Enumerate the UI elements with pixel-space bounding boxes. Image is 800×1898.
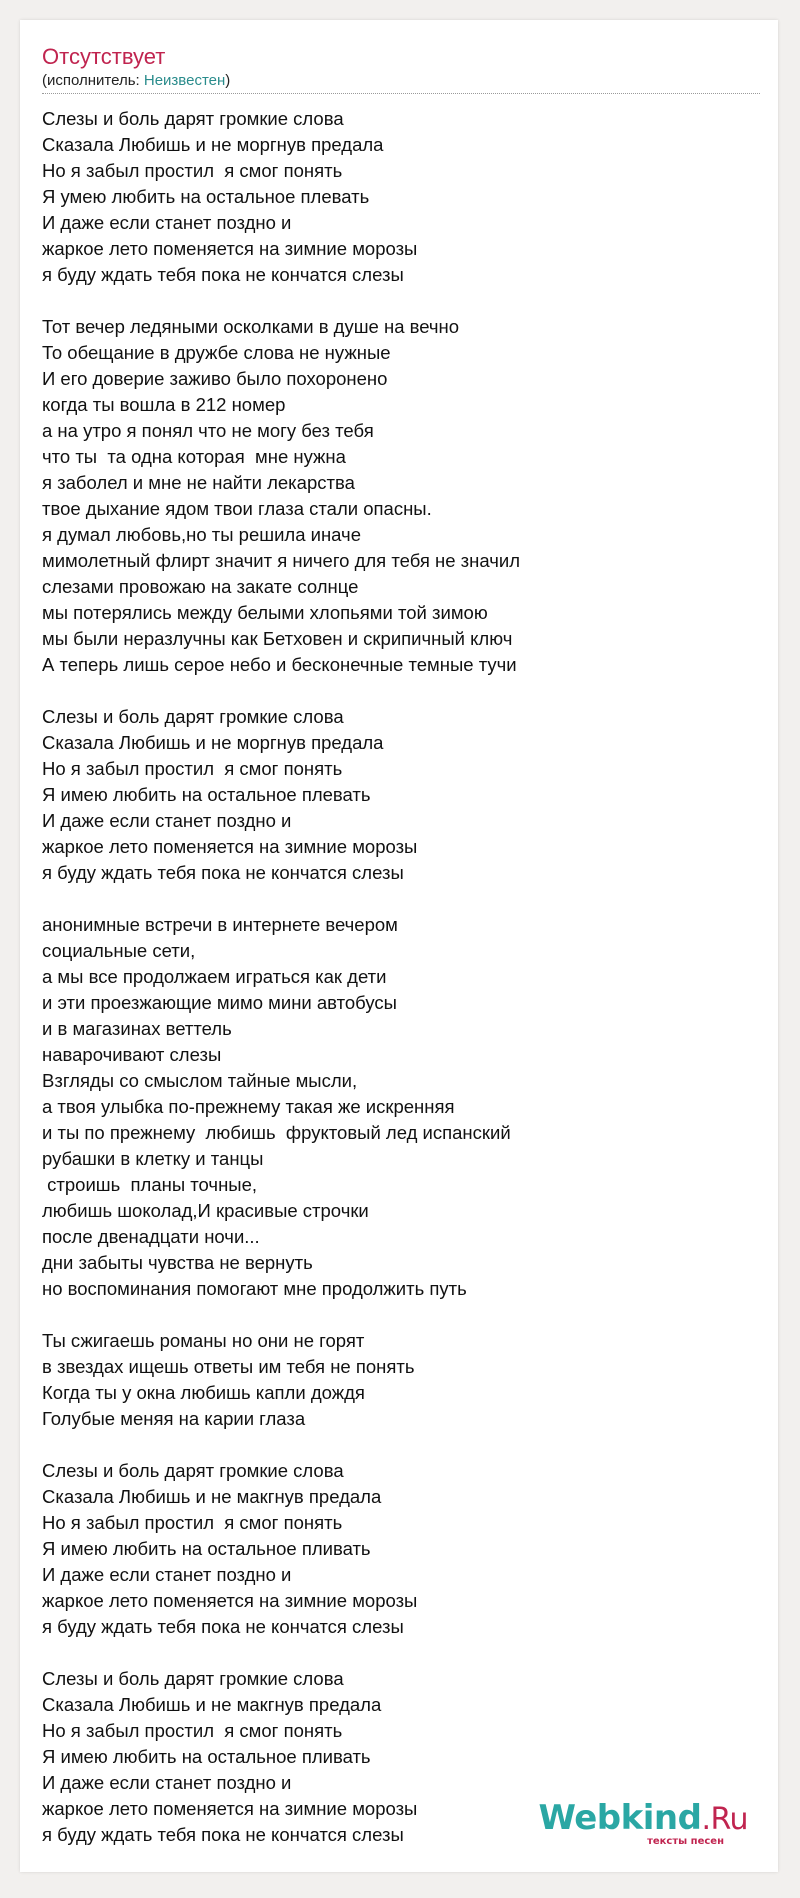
lyrics-stanza — [42, 106, 762, 288]
logo-main-text: Webkind — [538, 1798, 702, 1838]
lyric-line: дни забыты чувства не вернуть — [42, 1252, 313, 1273]
lyric-line: И его доверие заживо было похоронено — [42, 368, 388, 389]
lyric-line: Я имею любить на остальное пливать — [42, 1746, 371, 1767]
lyrics-stanza — [42, 912, 762, 1302]
lyric-line: а твоя улыбка по-прежнему такая же искренняя — [42, 1096, 455, 1117]
lyric-line: И даже если станет поздно и — [42, 810, 292, 831]
logo-tagline: тексты песен — [647, 1836, 724, 1847]
title-divider — [42, 93, 760, 94]
artist-link[interactable]: Неизвестен — [143, 72, 226, 89]
lyrics-stanza — [42, 1328, 762, 1432]
lyric-line: Ты сжигаешь романы но они не горят — [42, 1330, 365, 1351]
lyric-line: Но я забыл простил я смог понять — [42, 758, 343, 779]
lyric-line: Тот вечер ледяными осколками в душе на вечно — [42, 316, 460, 337]
lyric-line: но воспоминания помогают мне продолжить путь — [42, 1278, 467, 1299]
lyrics-stanza — [42, 704, 762, 886]
lyrics-card — [20, 20, 778, 1872]
lyric-line: я буду ждать тебя пока не кончатся слезы — [42, 862, 404, 883]
song-title: Отсутствует — [42, 44, 166, 69]
lyric-line: То обещание в дружбе слова не нужные — [42, 342, 391, 363]
lyric-line: Я имею любить на остальное плевать — [42, 784, 371, 805]
lyric-line: Но я забыл простил я смог понять — [42, 160, 343, 181]
lyric-line: И даже если станет поздно и — [42, 1772, 292, 1793]
lyric-line: Слезы и боль дарят громкие слова — [42, 1460, 344, 1481]
lyric-line: Сказала Любишь и не макгнув предала — [42, 1486, 382, 1507]
lyric-line: мы были неразлучны как Бетховен и скрипичный ключ — [42, 628, 513, 649]
lyric-line: что ты та одна которая мне нужна — [42, 446, 346, 467]
lyrics-body — [42, 106, 762, 1874]
lyric-line: любишь шоколад,И красивые строчки — [42, 1200, 369, 1221]
lyric-line: жаркое лето поменяется на зимние морозы — [42, 1590, 418, 1611]
lyric-line: когда ты вошла в 212 номер — [42, 394, 286, 415]
lyric-line: мы потерялись между белыми хлопьями той зимою — [42, 602, 488, 623]
lyric-line: после двенадцати ночи... — [42, 1226, 260, 1247]
lyric-line: твое дыхание ядом твои глаза стали опасны. — [42, 498, 432, 519]
lyric-line: Я умею любить на остальное плевать — [42, 186, 370, 207]
lyrics-stanza — [42, 1458, 762, 1640]
lyric-line: Сказала Любишь и не моргнув предала — [42, 732, 384, 753]
artist-line — [42, 72, 230, 90]
lyric-line: жаркое лето поменяется на зимние морозы — [42, 1798, 418, 1819]
lyric-line: анонимные встречи в интернете вечером — [42, 914, 398, 935]
lyric-line: Сказала Любишь и не моргнув предала — [42, 134, 384, 155]
lyric-line: социальные сети, — [42, 940, 196, 961]
lyric-line: а мы все продолжаем играться как дети — [42, 966, 387, 987]
lyric-line: я буду ждать тебя пока не кончатся слезы — [42, 264, 404, 285]
lyric-line: а на утро я понял что не могу без тебя — [42, 420, 374, 441]
logo-tld-text: .Ru — [701, 1802, 748, 1837]
lyric-line: Я имею любить на остальное пливать — [42, 1538, 371, 1559]
artist-prefix: (исполнитель: — [42, 72, 144, 89]
lyric-line: я буду ждать тебя пока не кончатся слезы — [42, 1616, 404, 1637]
lyric-line: Слезы и боль дарят громкие слова — [42, 1668, 344, 1689]
lyric-line: в звездах ищешь ответы им тебя не понять — [42, 1356, 415, 1377]
lyric-line: А теперь лишь серое небо и бесконечные темные тучи — [42, 654, 517, 675]
lyric-line: Но я забыл простил я смог понять — [42, 1512, 343, 1533]
lyrics-stanza — [42, 314, 762, 678]
lyric-line: Взгляды со смыслом тайные мысли, — [42, 1070, 358, 1091]
lyric-line: строишь планы точные, — [42, 1174, 258, 1195]
lyric-line: жаркое лето поменяется на зимние морозы — [42, 238, 418, 259]
lyric-line: я думал любовь,но ты решила иначе — [42, 524, 361, 545]
lyric-line: и эти проезжающие мимо мини автобусы — [42, 992, 397, 1013]
lyric-line: и ты по прежнему любишь фруктовый лед испанский — [42, 1122, 511, 1143]
lyric-line: наварочивают слезы — [42, 1044, 222, 1065]
site-logo[interactable] — [538, 1800, 748, 1852]
lyric-line: И даже если станет поздно и — [42, 1564, 292, 1585]
lyric-line: и в магазинах веттель — [42, 1018, 232, 1039]
artist-suffix: ) — [225, 72, 231, 89]
lyric-line: Когда ты у окна любишь капли дождя — [42, 1382, 365, 1403]
logo-wordmark — [538, 1800, 748, 1838]
lyric-line: Но я забыл простил я смог понять — [42, 1720, 343, 1741]
lyric-line: жаркое лето поменяется на зимние морозы — [42, 836, 418, 857]
lyric-line: Сказала Любишь и не макгнув предала — [42, 1694, 382, 1715]
lyric-line: я буду ждать тебя пока не кончатся слезы — [42, 1824, 404, 1845]
lyric-line: я заболел и мне не найти лекарства — [42, 472, 355, 493]
lyric-line: Голубые меняя на карии глаза — [42, 1408, 306, 1429]
lyric-line: И даже если станет поздно и — [42, 212, 292, 233]
lyric-line: слезами провожаю на закате солнце — [42, 576, 359, 597]
lyric-line: Слезы и боль дарят громкие слова — [42, 706, 344, 727]
lyric-line: Слезы и боль дарят громкие слова — [42, 108, 344, 129]
lyric-line: мимолетный флирт значит я ничего для тебя не значил — [42, 550, 521, 571]
lyric-line: рубашки в клетку и танцы — [42, 1148, 264, 1169]
